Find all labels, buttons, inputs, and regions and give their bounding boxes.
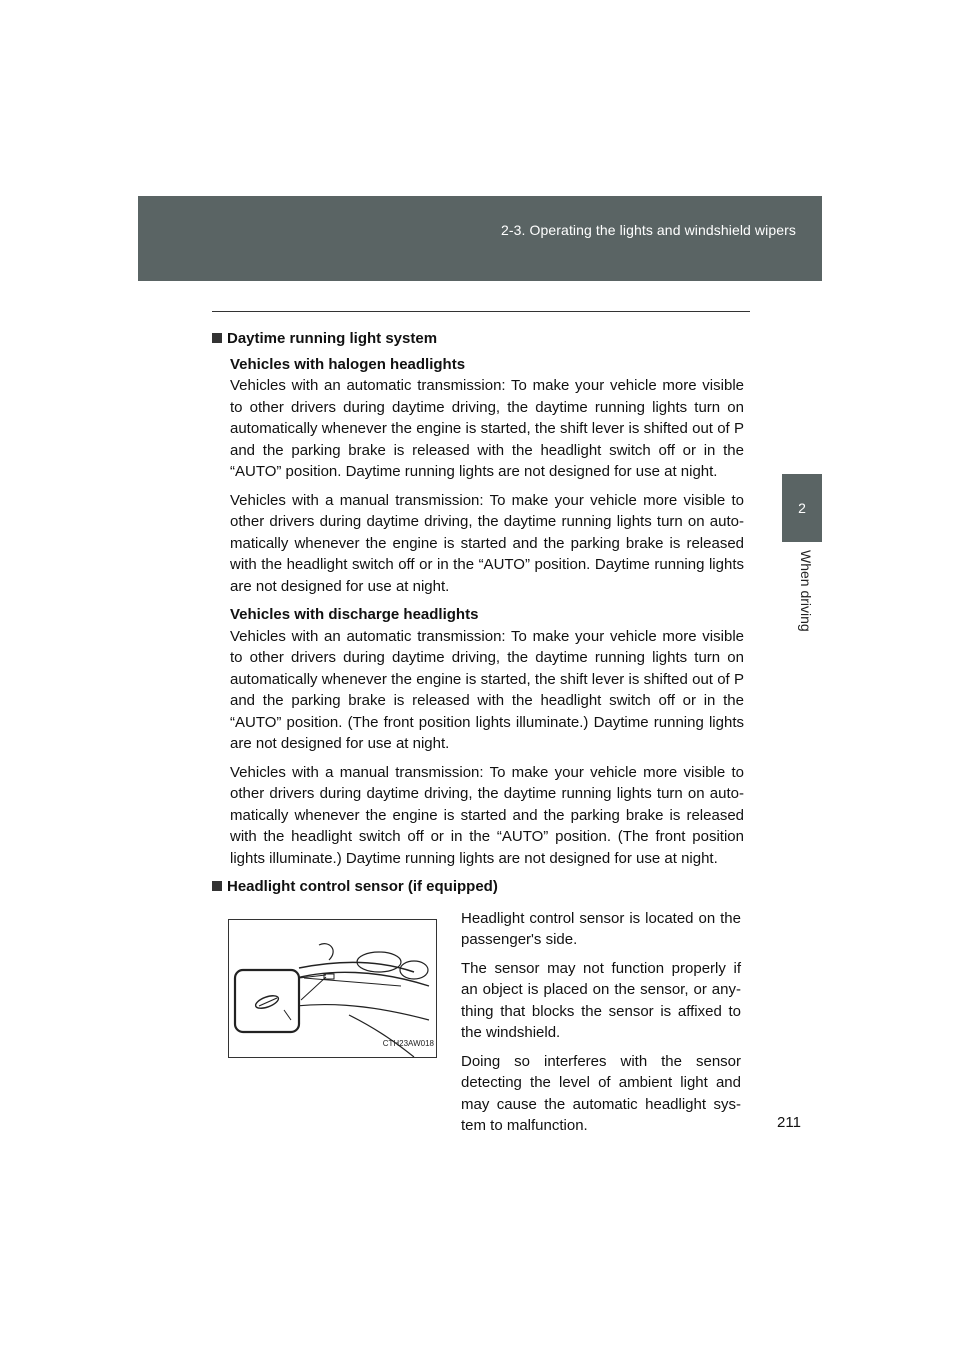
discharge-auto-paragraph: Vehicles with an automatic transmission: To make your vehicle more visible to other drivers during daytime driving, the daytime running lights turn on automatically whenever the engine is started, the shift lever is shifted out of P and the parking brake is released with the headlight switch off or in the “AUTO” position. (The front position lights illuminate.) Daytime running lights are not designed for use at night. <box>230 627 744 752</box>
page-number: 211 <box>777 1114 801 1131</box>
sensor-location-text: Headlight control sensor is located on the passenger's side. <box>461 909 741 948</box>
sensor-description <box>461 908 741 1144</box>
drl-heading: Daytime running light system <box>212 328 744 350</box>
section-divider <box>212 311 750 312</box>
chapter-header <box>138 196 822 281</box>
sensor-warning-text: The sensor may not function properly if an object is placed on the sensor, or any-thing that blocks the sensor is affixed to the windshield. <box>461 959 741 1041</box>
chapter-tab-label: When driving <box>798 550 814 632</box>
sensor-malfunction-text: Doing so interferes with the sensor detecting the level of ambient light and may cause the automatic headlight sys-tem to malfunction. <box>461 1052 741 1134</box>
chapter-tab-number: 2 <box>782 474 822 542</box>
discharge-subheading: Vehicles with discharge headlights <box>230 606 479 623</box>
square-bullet-icon <box>212 881 222 891</box>
chapter-title: 2-3. Operating the lights and windshield wipers <box>501 222 796 238</box>
sensor-heading: Headlight control sensor (if equipped) <box>212 876 744 898</box>
sensor-illustration <box>228 919 437 1058</box>
halogen-manual-paragraph: Vehicles with a manual transmission: To make your vehicle more visible to other drivers during daytime driving, the daytime running lights turn on auto-matically whenever the engine is started and the parking brake is released with the headlight switch off or in the “AUTO” position. Daytime running lights are not designed for use at night. <box>230 491 744 595</box>
figure-code: CTH23AW018 <box>382 1039 434 1048</box>
halogen-subheading: Vehicles with halogen headlights <box>230 355 466 373</box>
discharge-manual-paragraph: Vehicles with a manual transmission: To make your vehicle more visible to other drivers during daytime driving, the daytime running lights turn on auto-matically whenever the engine is started and the parking brake is released with the headlight switch off or in the “AUTO” position. (The front position lights illuminate.) Daytime running lights are not designed for use at night. <box>230 763 744 867</box>
halogen-auto-paragraph: Vehicles with an automatic transmission: To make your vehicle more visible to other drivers during daytime driving, the daytime running lights turn on automatically whenever the engine is started, the shift lever is shifted out of P and the parking brake is released with the headlight switch off or in the “AUTO” position. Daytime running lights are not designed for use at night. <box>230 377 744 480</box>
square-bullet-icon <box>212 333 222 343</box>
page-content <box>212 328 744 1146</box>
sensor-figure-row <box>212 906 744 1146</box>
